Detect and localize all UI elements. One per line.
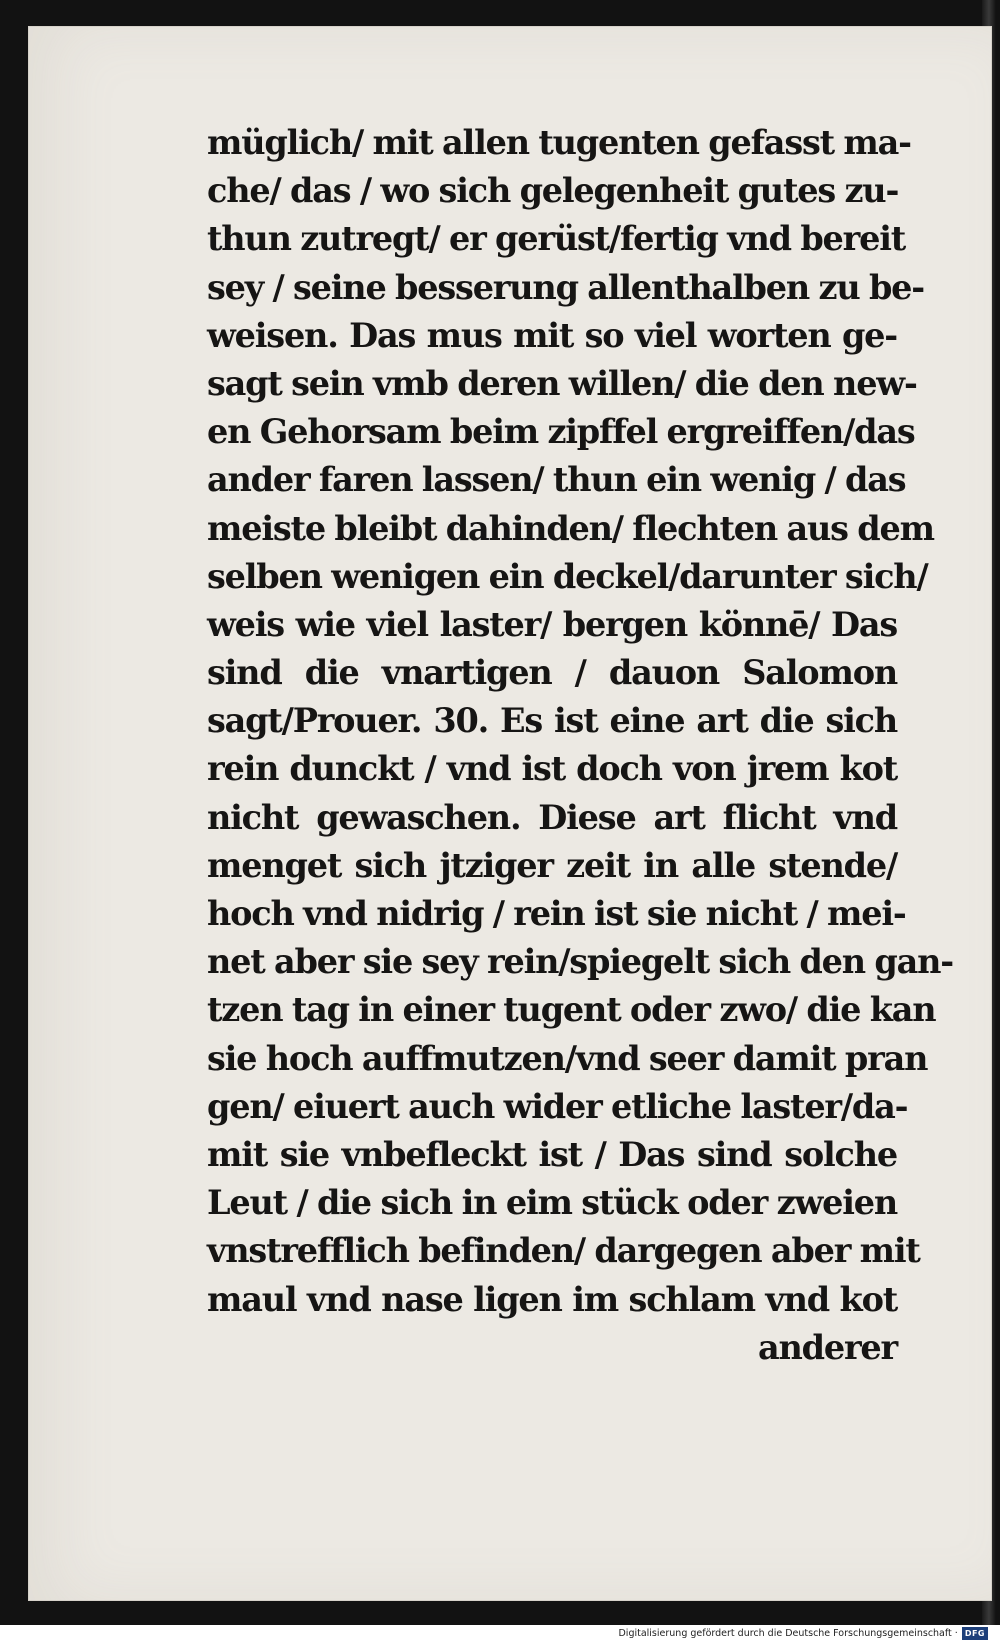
text-line: menget sich jtziger zeit in alle stende/ xyxy=(207,845,897,885)
text-line: che/ das / wo sich gelegenheit gutes zu- xyxy=(207,171,899,211)
text-line: gen/ eiuert auch wider etliche laster/da- xyxy=(207,1086,908,1126)
text-line: hoch vnd nidrig / rein ist sie nicht / mei- xyxy=(207,894,906,933)
text-line: rein dunckt / vnd ist doch von jrem kot xyxy=(207,749,897,789)
text-line: sagt/Prouer. 30. Es ist eine art die sich xyxy=(207,701,897,741)
text-line: tzen tag in einer tugent oder zwo/ die kan xyxy=(207,990,936,1030)
text-line: weisen. Das mus mit so viel worten ge- xyxy=(207,315,897,355)
text-line: sagt sein vmb deren willen/ die den new- xyxy=(207,363,917,403)
text-line: maul vnd nase ligen im schlam vnd kot xyxy=(207,1279,897,1319)
text-line: ander faren lassen/ thun ein wenig / das xyxy=(207,460,906,500)
digitization-footer xyxy=(618,1625,988,1641)
text-line: en Gehorsam beim zipffel ergreiffen/das xyxy=(207,412,915,452)
catchword: anderer xyxy=(757,1327,897,1367)
text-line: Leut / die sich in eim stück oder zweien xyxy=(207,1183,897,1223)
text-line: net aber sie sey rein/spiegelt sich den gan- xyxy=(207,942,953,982)
funding-credit: Digitalisierung gefördert durch die Deutsche Forschungsgemeinschaft · xyxy=(618,1627,958,1639)
page-text xyxy=(207,119,953,1372)
text-line: sind die vnartigen / dauon Salomon xyxy=(207,653,897,693)
text-line: sie hoch auffmutzen/vnd seer damit pran xyxy=(207,1038,928,1078)
text-line: meiste bleibt dahinden/ flechten aus dem xyxy=(207,508,934,548)
text-line: müglich/ mit allen tugenten gefasst ma- xyxy=(207,123,911,162)
text-line: thun zutregt/ er gerüst/fertig vnd bereit xyxy=(207,219,906,259)
text-line: nicht gewaschen. Diese art flicht vnd xyxy=(207,797,897,837)
text-line: mit sie vnbefleckt ist / Das sind solche xyxy=(207,1134,897,1174)
text-line: vnstrefflich befinden/ dargegen aber mit xyxy=(207,1231,920,1271)
text-line: selben wenigen ein deckel/darunter sich/ xyxy=(207,556,928,596)
dfg-logo: DFG xyxy=(962,1627,988,1640)
text-line: sey / seine besserung allenthalben zu be- xyxy=(207,267,924,307)
text-line: weis wie viel laster/ bergen könnē/ Das xyxy=(207,604,897,644)
